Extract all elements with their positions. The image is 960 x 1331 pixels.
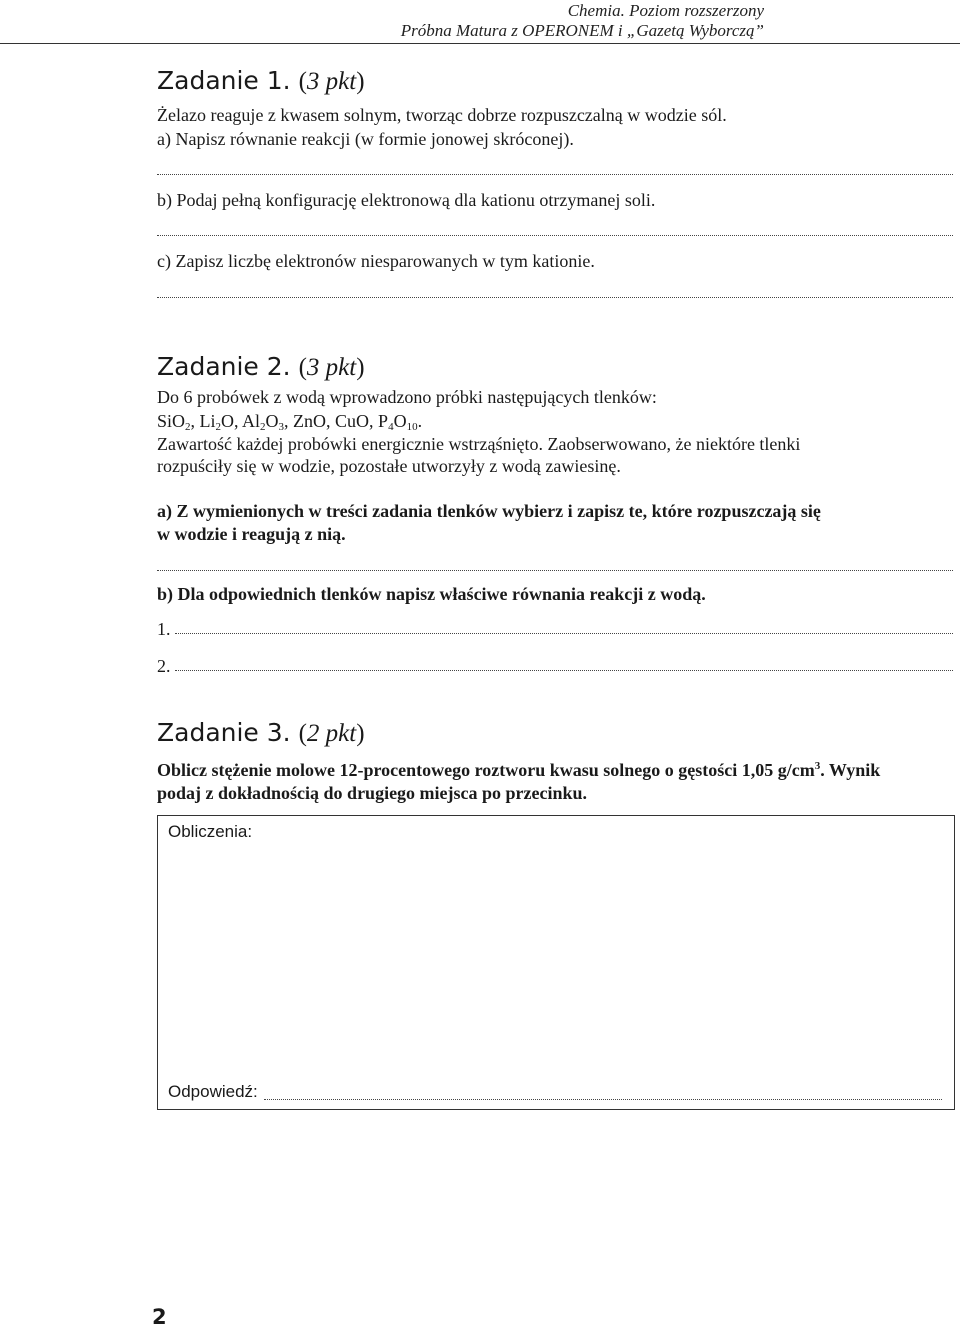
answer-line-2b-1[interactable]: [175, 633, 953, 634]
task-3-title: Zadanie 3. (2 pkt): [157, 718, 365, 747]
oxide-cuo: CuO,: [335, 411, 379, 431]
answer-line-2a[interactable]: [157, 570, 953, 571]
calculation-box[interactable]: [157, 815, 955, 1110]
task-1-part-b: b) Podaj pełną konfigurację elektronową dla kationu otrzymanej soli.: [157, 190, 656, 210]
answer-line-1b[interactable]: [157, 235, 953, 236]
oxide-li2o: $Li_2O$,: [199, 411, 243, 433]
oxide-sio2: SiO$_2$,: [157, 411, 200, 433]
task-1-part-a: a) Napisz równanie reakcji (w formie jonowej skróconej).: [157, 129, 574, 149]
task-2-paragraph-line-2: rozpuściły się w wodzie, pozostałe utworzyły z wodą zawiesinę.: [157, 456, 621, 476]
task-2-part-b: b) Dla odpowiednich tlenków napisz właściwe równania reakcji z wodą.: [157, 584, 706, 604]
header-line-1: Chemia. Poziom rozszerzony: [567, 1, 764, 20]
answer-number-1: 1.: [157, 619, 171, 639]
answer-line-1c[interactable]: [157, 297, 953, 298]
header-rule: [0, 43, 960, 44]
task-2-part-a-line-2: w wodzie i reagują z nią.: [157, 524, 346, 544]
task-1-part-c: c) Zapisz liczbę elektronów niesparowanych w tym kationie.: [157, 251, 595, 271]
task-2-part-a-line-1: a) Z wymienionych w treści zadania tlenków wybierz i zapisz te, które rozpuszczają się: [157, 501, 821, 521]
task-1-intro: Żelazo reaguje z kwasem solnym, tworząc dobrze rozpuszczalną w wodzie sól.: [157, 105, 727, 125]
oxide-p4o10: $P_4O_{10}$.: [378, 411, 423, 433]
task-2-intro: Do 6 probówek z wodą wprowadzono próbki następujących tlenków:: [157, 387, 657, 407]
oxide-zno: ZnO,: [293, 411, 336, 431]
answer-line-1a[interactable]: [157, 174, 953, 175]
task-3-instruction-line-1: Oblicz stężenie molowe 12-procentowego roztworu kwasu solnego o gęstości 1,05 $g/cm^3$. Wynik: [157, 760, 881, 780]
task-1-title: Zadanie 1. (3 pkt): [157, 66, 365, 95]
answer-number-2: 2.: [157, 656, 171, 676]
task-2-title: Zadanie 2. (3 pkt): [157, 352, 365, 381]
calculation-label: Obliczenia:: [168, 822, 253, 841]
answer-line-2b-2[interactable]: [175, 670, 953, 671]
header-line-2: Próbna Matura z OPERONEM i „Gazetą Wyborczą”: [400, 21, 764, 40]
answer-label: Odpowiedź:: [168, 1082, 258, 1101]
task-2-paragraph-line-1: Zawartość każdej probówki energicznie wstrząśnięto. Zaobserwowano, że niektóre tlenki: [157, 434, 801, 454]
task-2-oxide-list: [157, 410, 422, 433]
oxide-al2o3: $Al_2O_3$,: [242, 411, 294, 433]
page-number: 2: [152, 1305, 167, 1329]
task-3-instruction-line-2: podaj z dokładnością do drugiego miejsca po przecinku.: [157, 783, 588, 803]
final-answer-line[interactable]: [264, 1099, 942, 1100]
